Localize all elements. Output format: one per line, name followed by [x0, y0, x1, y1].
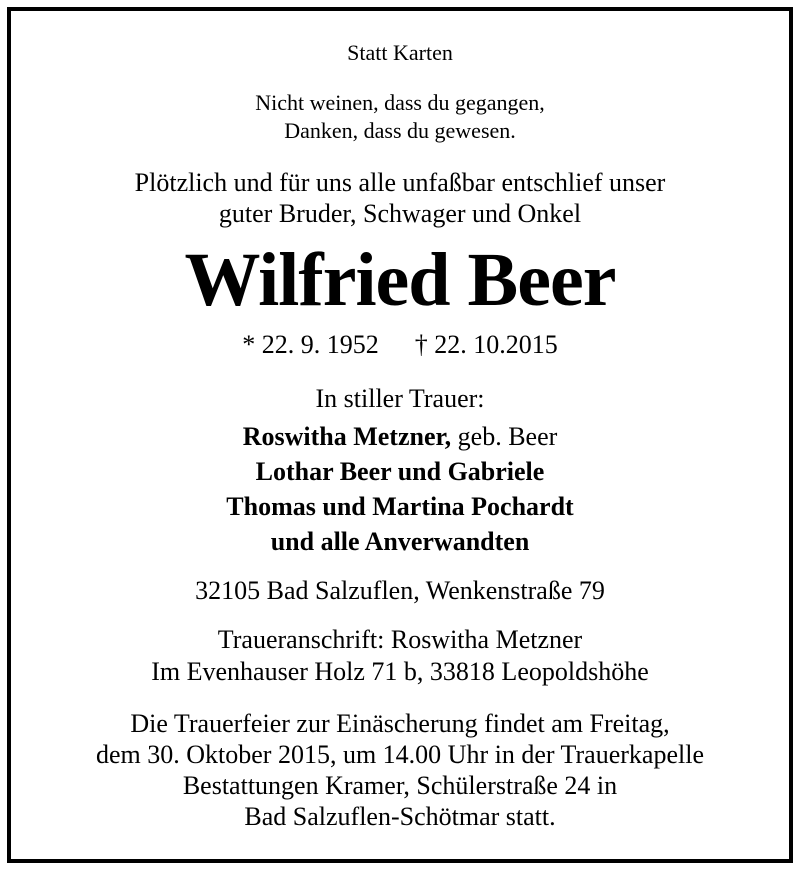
intro-line-2: guter Bruder, Schwager und Onkel	[218, 199, 582, 228]
mourner-3: Thomas und Martina Pochardt	[226, 492, 574, 521]
mourner-2: Lothar Beer und Gabriele	[255, 457, 545, 486]
family-address: 32105 Bad Salzuflen, Wenkenstraße 79	[195, 576, 605, 605]
mourning-address-line-1: Traueranschrift: Roswitha Metzner	[217, 625, 583, 654]
intro-line-1: Plötzlich und für uns alle unfaßbar entschlief unser	[134, 168, 666, 197]
header-text: Statt Karten	[347, 40, 453, 65]
mourning-label: In stiller Trauer:	[315, 384, 485, 413]
mourner-1	[0, 422, 800, 452]
deceased-name: Wilfried Beer	[184, 238, 616, 322]
ceremony-line-4: Bad Salzuflen-Schötmar statt.	[244, 802, 556, 831]
mourner-1-suffix: geb. Beer	[451, 422, 558, 451]
mourner-4: und alle Anverwandten	[270, 527, 530, 556]
ceremony-line-1: Die Trauerfeier zur Einäscherung findet am Freitag,	[130, 709, 670, 738]
mourner-1-name: Roswitha Metzner,	[242, 422, 452, 451]
ceremony-line-3: Bestattungen Kramer, Schülerstraße 24 in	[182, 771, 618, 800]
poem-line-1: Nicht weinen, dass du gegangen,	[255, 90, 545, 115]
ceremony-line-2: dem 30. Oktober 2015, um 14.00 Uhr in der Trauerkapelle	[95, 740, 704, 769]
death-date: † 22. 10.2015	[414, 330, 558, 359]
life-dates	[0, 330, 800, 360]
poem-line-2: Danken, dass du gewesen.	[284, 118, 516, 143]
birth-date: * 22. 9. 1952	[242, 330, 379, 359]
mourning-address-line-2: Im Evenhauser Holz 71 b, 33818 Leopoldshöhe	[151, 657, 649, 686]
